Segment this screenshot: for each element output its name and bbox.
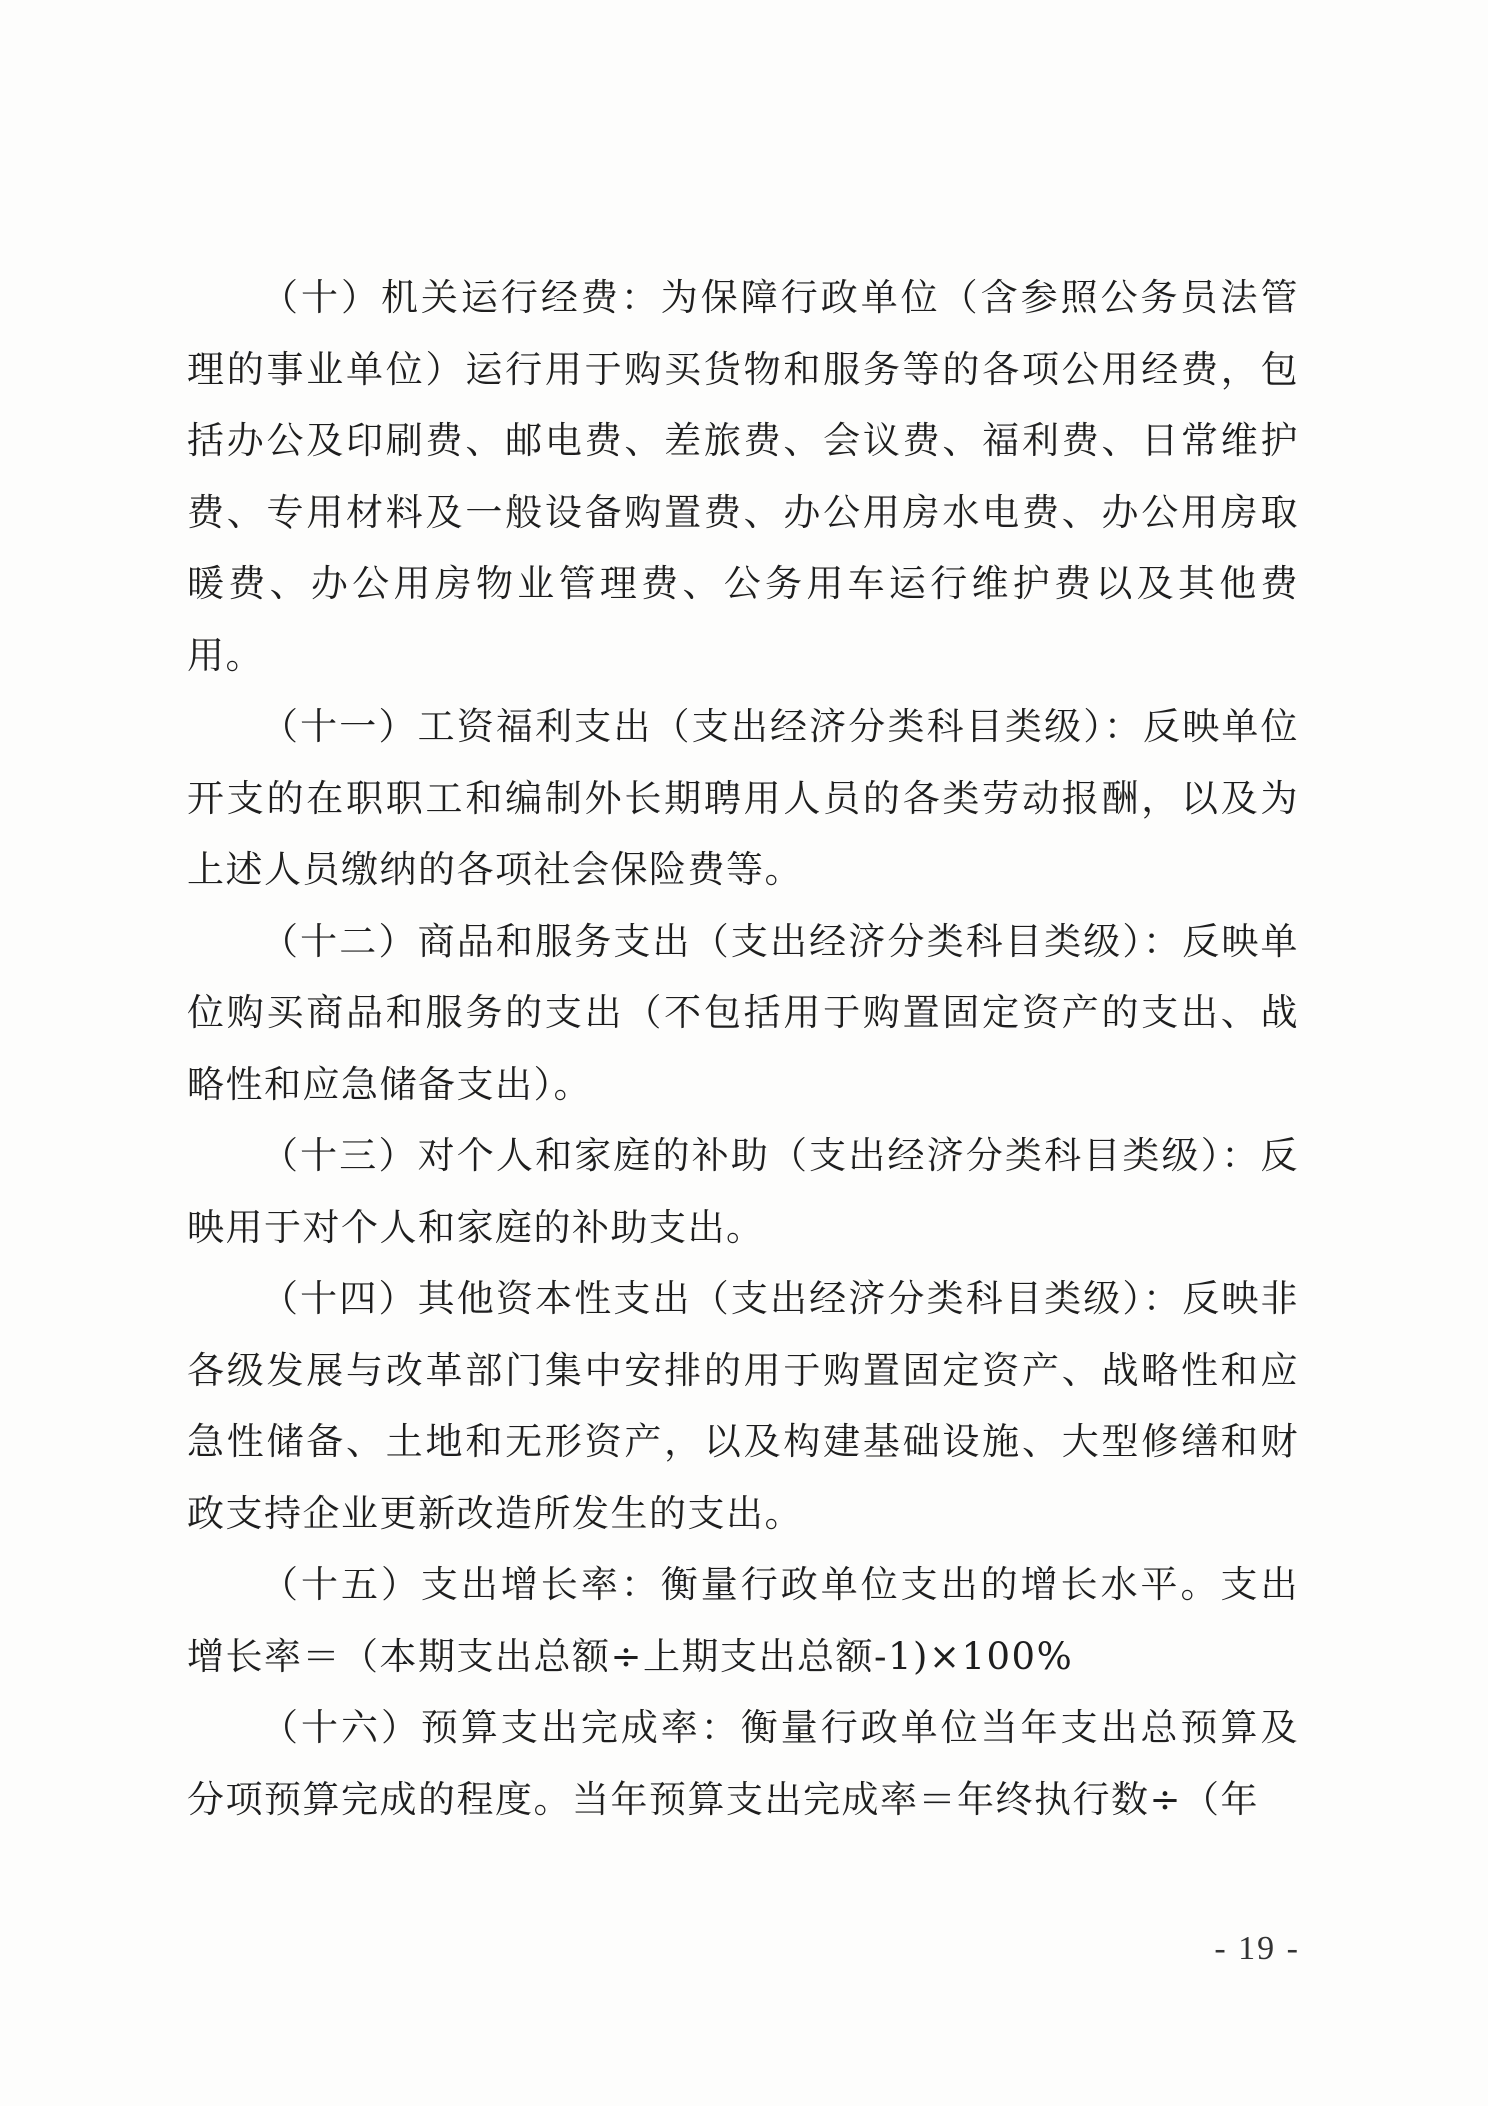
paragraph-14: （十四）其他资本性支出（支出经济分类科目类级）：反映非各级发展与改革部门集中安排的用于购置固定资产、战略性和应急性储备、土地和无形资产，以及构建基础设施、大型修缮和财政支持企业更新改造所发生的支出。	[187, 1277, 1299, 1535]
paragraph-13: （十三）对个人和家庭的补助（支出经济分类科目类级）：反映用于对个人和家庭的补助支出。	[187, 1134, 1299, 1249]
page-number: - 19 -	[1214, 1930, 1300, 1967]
paragraph-16: （十六）预算支出完成率：衡量行政单位当年支出总预算及分项预算完成的程度。当年预算支出完成率＝年终执行数÷（年	[187, 1706, 1299, 1821]
paragraph-12: （十二）商品和服务支出（支出经济分类科目类级）：反映单位购买商品和服务的支出（不包括用于购置固定资产的支出、战略性和应急储备支出）。	[187, 919, 1299, 1106]
paragraph-11: （十一）工资福利支出（支出经济分类科目类级）：反映单位开支的在职职工和编制外长期聘用人员的各类劳动报酬，以及为上述人员缴纳的各项社会保险费等。	[187, 705, 1299, 891]
paragraph-15: （十五）支出增长率：衡量行政单位支出的增长水平。支出增长率＝（本期支出总额÷上期支出总额-1)×100%	[187, 1563, 1299, 1678]
document-body	[187, 262, 1299, 1835]
paragraph-10: （十）机关运行经费：为保障行政单位（含参照公务员法管理的事业单位）运行用于购买货物和服务等的各项公用经费，包括办公及印刷费、邮电费、差旅费、会议费、福利费、日常维护费、专用材料及一般设备购置费、办公用房水电费、办公用房取暖费、办公用房物业管理费、公务用车运行维护费以及其他费用。	[187, 276, 1299, 677]
